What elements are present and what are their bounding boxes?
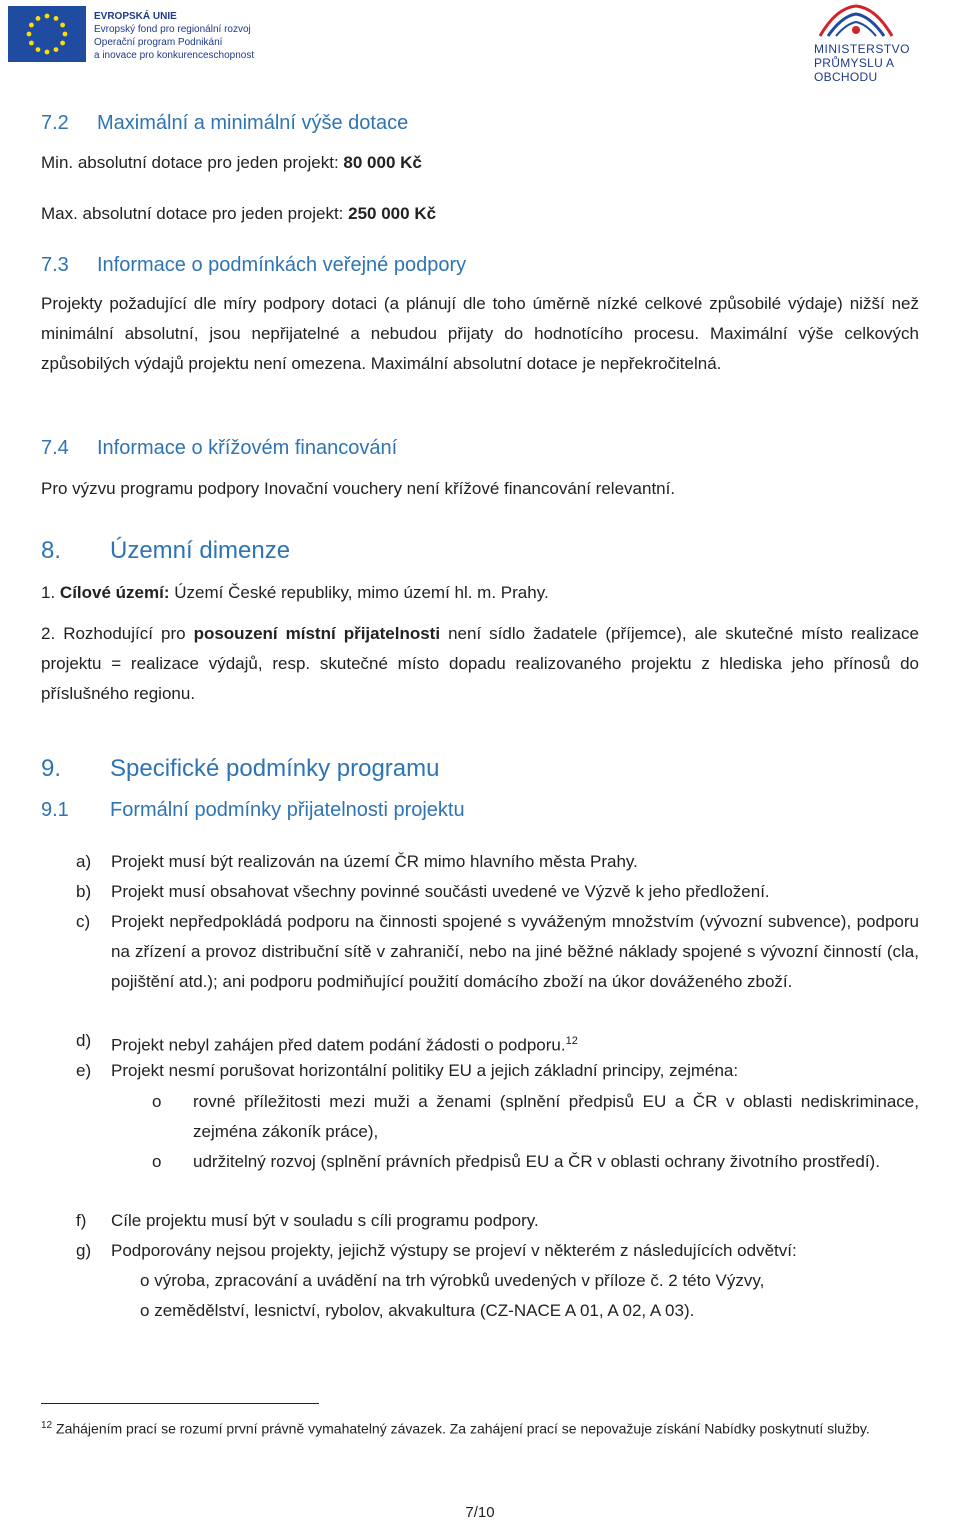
heading-7-4 xyxy=(41,437,398,460)
footnote-ref: 12 xyxy=(565,1035,578,1047)
heading-8 xyxy=(41,537,291,565)
heading-7-2-num: 7.2 xyxy=(41,112,69,134)
max-dotace-value: 250 000 Kč xyxy=(348,204,437,223)
footnote-num: 12 xyxy=(41,1420,53,1431)
item-e-sub-1-bullet: o xyxy=(152,1092,162,1111)
item-a-label: a) xyxy=(76,852,92,871)
heading-9-1 xyxy=(41,799,465,822)
item-g-label: g) xyxy=(76,1241,92,1260)
min-dotace xyxy=(41,148,422,178)
item-f-text: Cíle projektu musí být v souladu s cíli programu podpory. xyxy=(111,1211,539,1230)
footnote-separator xyxy=(41,1403,319,1404)
item-e-text: Projekt nesmí porušovat horizontální politiky EU a jejich základní principy, zejména: xyxy=(111,1061,739,1080)
s8-point-2 xyxy=(41,619,919,709)
eu-line-3: Operační program Podnikání xyxy=(94,37,223,48)
s8-point-1-label: Cílové území: xyxy=(59,583,170,602)
heading-7-2-title: Maximální a minimální výše dotace xyxy=(97,112,409,134)
eu-flag-icon xyxy=(8,6,86,62)
item-g-sub-1 xyxy=(140,1266,764,1296)
item-b-label: b) xyxy=(76,882,92,901)
eu-logo xyxy=(8,6,86,62)
s8-point-2-bold: posouzení místní přijatelnosti xyxy=(193,624,441,643)
item-e-sub-2-bullet: o xyxy=(152,1152,162,1171)
item-b-text: Projekt musí obsahovat všechny povinné součásti uvedené ve Výzvě k jeho předložení. xyxy=(111,882,770,901)
item-g-text: Podporovány nejsou projekty, jejichž výstupy se projeví v některém z následujících odvětví: xyxy=(111,1241,797,1260)
heading-7-4-num: 7.4 xyxy=(41,437,69,459)
heading-9-title: Specifické podmínky programu xyxy=(110,755,440,782)
heading-9 xyxy=(41,755,440,783)
item-c-label: c) xyxy=(76,912,91,931)
s8-point-2-num: 2. xyxy=(41,624,56,643)
s73-paragraph: Projekty požadující dle míry podpory dotaci (a plánují dle toho úměrně nízké celkové způsobilé výdaje) nižší než minimální absolutní, jsou nepřijatelné a nebudou přijaty do hodnotícího procesu. Maximální výše celkových způsobilých výdajů projektu není omezena. Maximální absolutní dotace je nepřekročitelná. xyxy=(41,294,919,373)
eu-line-1: EVROPSKÁ UNIE xyxy=(94,11,177,22)
item-g-sub-1-bullet: o xyxy=(140,1271,150,1290)
heading-8-num: 8. xyxy=(41,537,62,564)
min-dotace-label: Min. absolutní dotace pro jeden projekt: xyxy=(41,153,339,172)
heading-7-3-num: 7.3 xyxy=(41,254,69,276)
eu-logo-text xyxy=(94,10,254,62)
max-dotace-label: Max. absolutní dotace pro jeden projekt: xyxy=(41,204,344,223)
heading-7-2 xyxy=(41,112,409,135)
min-dotace-value: 80 000 Kč xyxy=(343,153,422,172)
mpo-line-1: MINISTERSTVO xyxy=(814,42,911,56)
s8-point-2-text-a: Rozhodující pro xyxy=(63,624,186,643)
item-d-label: d) xyxy=(76,1031,92,1050)
s8-point-1-num: 1. xyxy=(41,583,56,602)
item-d-text: Projekt nebyl zahájen před datem podání žádosti o podporu. xyxy=(111,1035,566,1055)
page-number: 7/10 xyxy=(465,1504,495,1521)
item-g-sub-2-bullet: o xyxy=(140,1301,150,1320)
item-g-sub-2-text: zemědělství, lesnictví, rybolov, akvakultura (CZ-NACE A 01, A 02, A 03). xyxy=(154,1301,695,1320)
item-e-label: e) xyxy=(76,1061,92,1080)
s8-point-1-text: Území České republiky, mimo území hl. m. Prahy. xyxy=(174,583,549,602)
item-e-sub-1-text: rovné příležitosti mezi muži a ženami (splnění předpisů EU a ČR v oblasti nediskriminace, zejména zákoník práce), xyxy=(193,1092,919,1141)
s8-point-2-text-b: není sídlo žadatele (příjemce), ale skutečné místo realizace projektu = realizace výdajů, resp. skutečné místo dopadu realizovaného projektu z hlediska jeho přínosů do příslušného regionu. xyxy=(41,624,919,703)
mpo-emblem-icon xyxy=(816,2,896,40)
mpo-logo xyxy=(812,2,957,84)
s74-paragraph: Pro výzvu programu podpory Inovační vouchery není křížové financování relevantní. xyxy=(41,479,676,498)
footnote-text: Zahájením prací se rozumí první právně vymahatelný závazek. Za zahájení prací se nepovažuje získání Nabídky poskytnutí služby. xyxy=(56,1420,870,1437)
item-a-text: Projekt musí být realizován na území ČR mimo hlavního města Prahy. xyxy=(111,852,638,871)
footnote xyxy=(41,1415,919,1440)
heading-9-1-num: 9.1 xyxy=(41,799,69,821)
max-dotace xyxy=(41,199,436,229)
heading-9-num: 9. xyxy=(41,755,62,782)
heading-7-4-title: Informace o křížovém financování xyxy=(97,437,398,459)
heading-8-title: Územní dimenze xyxy=(110,537,291,564)
item-e-sub-2-text: udržitelný rozvoj (splnění právních předpisů EU a ČR v oblasti ochrany životního prostředí). xyxy=(193,1152,880,1171)
item-g-sub-1-text: výroba, zpracování a uvádění na trh výrobků uvedených v příloze č. 2 této Výzvy, xyxy=(154,1271,765,1290)
heading-7-3 xyxy=(41,254,467,277)
heading-7-3-title: Informace o podmínkách veřejné podpory xyxy=(97,254,467,276)
eu-line-4: a inovace pro konkurenceschopnost xyxy=(94,50,255,61)
item-c-text: Projekt nepředpokládá podporu na činnosti spojené s vyváženým množstvím (vývozní subvence), podporu na zřízení a provoz distribuční sítě v zahraničí, nebo na jiné běžné náklady spojené s vývozní činností (cla, pojištění atd.); ani podporu podmiňující použití domácího zboží na úkor dováženého zboží. xyxy=(111,912,919,991)
eu-line-2: Evropský fond pro regionální rozvoj xyxy=(94,24,251,35)
s8-point-1 xyxy=(41,578,549,608)
mpo-line-2: PRŮMYSLU A OBCHODU xyxy=(814,56,894,84)
item-g-sub-2 xyxy=(140,1296,694,1326)
heading-9-1-title: Formální podmínky přijatelnosti projektu xyxy=(110,799,465,821)
item-f-label: f) xyxy=(76,1211,87,1230)
